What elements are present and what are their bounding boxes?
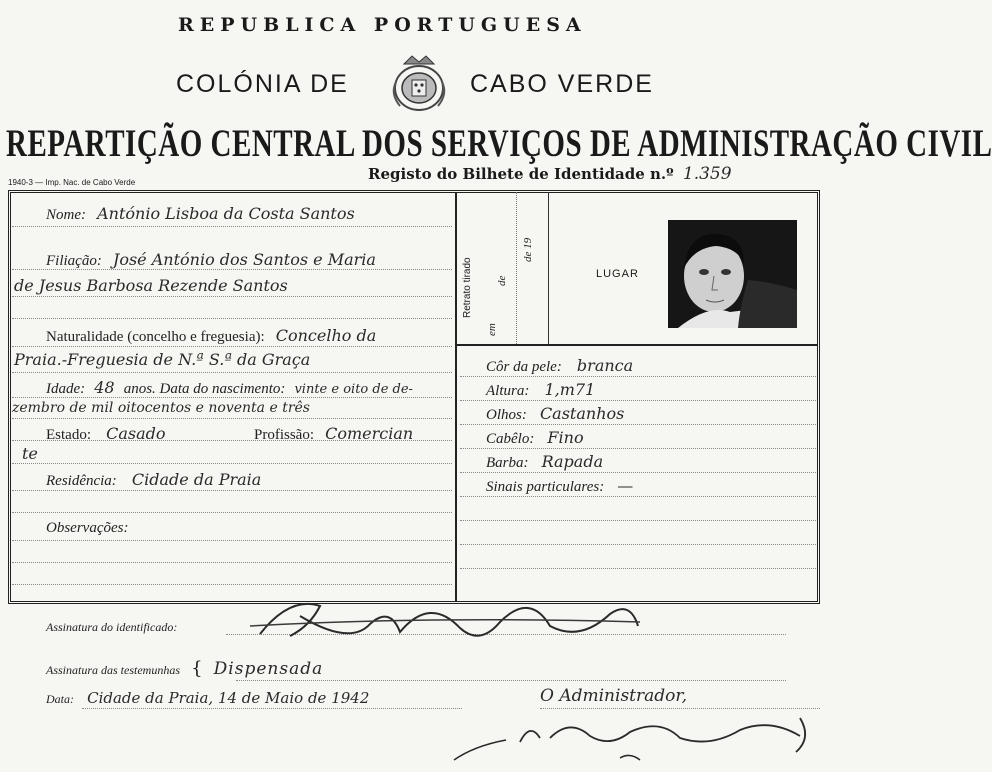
anos-label: anos. Data do nascimento: [123, 381, 286, 397]
estado-label: Estado: [46, 427, 91, 443]
coat-of-arms-icon [384, 52, 454, 116]
photo-de-label: de [496, 275, 508, 286]
testemunhas-brace: { [191, 658, 203, 679]
filiacao-value-2: de Jesus Barbosa Rezende Santos [14, 276, 288, 295]
registry-label: Registo do Bilhete de Identidade n.º [368, 165, 674, 183]
filiacao-value-1: José António dos Santos e Maria [112, 250, 376, 269]
estado-value: Casado [106, 424, 166, 443]
nascimento-value-2: zembro de mil oitocentos e noventa e três [12, 400, 310, 416]
residencia-row [46, 470, 261, 490]
altura-row [486, 380, 595, 400]
estado-row [46, 424, 166, 444]
colony-left-label: COLÓNIA DE [176, 70, 349, 98]
assinatura-testemunhas-label: Assinatura das testemunhas [46, 663, 181, 677]
sinais-row [486, 476, 633, 496]
photo-divider-bottom [456, 344, 818, 346]
photo-em-label: em [486, 323, 498, 336]
stray-pen-stroke [450, 738, 510, 762]
profissao-row [254, 424, 413, 444]
barba-row [486, 452, 603, 472]
cabelo-row [486, 428, 584, 448]
testemunhas-value: Dispensada [213, 659, 324, 679]
data-label: Data: [46, 692, 74, 706]
retrato-label: Retrato tirado [462, 257, 473, 318]
profissao-value-1: Comercian [325, 424, 414, 443]
nascimento-value-1: vinte e oito de de- [294, 382, 413, 397]
olhos-row [486, 404, 624, 424]
republic-heading: REPUBLICA PORTUGUESA [178, 14, 587, 36]
profissao-label: Profissão: [254, 427, 314, 443]
idade-row [46, 378, 413, 398]
cabelo-label: Cabêlo: [486, 431, 535, 447]
barba-label: Barba: [486, 455, 529, 471]
cor-label: Côr da pele: [486, 359, 562, 375]
identificado-signature [230, 586, 650, 656]
nome-label: Nome: [46, 207, 86, 223]
naturalidade-row [46, 326, 376, 346]
filiacao-row [46, 250, 376, 270]
idade-value: 48 [94, 378, 115, 397]
column-divider [455, 192, 457, 602]
altura-label: Altura: [486, 383, 530, 399]
photo-vertical-thin [516, 192, 517, 344]
testemunhas-row [46, 658, 323, 679]
data-row [46, 688, 369, 707]
administrador-signature [500, 708, 820, 768]
imprint-note: 1940-3 — Imp. Nac. de Cabo Verde [8, 178, 136, 187]
nome-row [46, 204, 355, 224]
naturalidade-value-1: Concelho da [275, 326, 377, 345]
photo-divider-vertical [548, 192, 549, 344]
lugar-label: LUGAR [596, 268, 639, 280]
barba-value: Rapada [541, 452, 604, 471]
idade-label: Idade: [46, 381, 86, 397]
olhos-value: Castanhos [539, 404, 625, 423]
registry-line [368, 164, 732, 184]
olhos-label: Olhos: [486, 407, 527, 423]
residencia-label: Residência: [46, 473, 117, 489]
sinais-label: Sinais particulares: [486, 479, 605, 495]
profissao-value-2: te [22, 444, 38, 463]
data-value: Cidade da Praia, 14 de Maio de 1942 [87, 689, 370, 707]
naturalidade-value-2: Praia.-Freguesia de N.ª S.ª da Graça [14, 350, 311, 369]
naturalidade-label: Naturalidade (concelho e freguesia): [46, 329, 265, 345]
cor-row [486, 356, 633, 376]
administrador-label: O Administrador, [540, 686, 688, 706]
portrait-photo [668, 220, 797, 328]
residencia-value: Cidade da Praia [131, 470, 262, 489]
department-heading: REPARTIÇÃO CENTRAL DOS SERVIÇOS DE ADMINISTRAÇÃO CIVIL [6, 122, 992, 166]
sinais-value: — [617, 476, 634, 495]
registry-number: 1.359 [682, 164, 732, 184]
cor-value: branca [576, 356, 634, 375]
nome-value: António Lisboa da Costa Santos [97, 204, 355, 223]
filiacao-label: Filiação: [46, 253, 102, 269]
photo-de19-label: de 19 [522, 237, 534, 262]
observacoes-label: Observações: [46, 520, 129, 536]
cabelo-value: Fino [547, 428, 584, 447]
altura-value: 1,m71 [544, 380, 596, 399]
colony-right-label: CABO VERDE [470, 70, 654, 98]
assinatura-identificado-label: Assinatura do identificado: [46, 620, 178, 634]
